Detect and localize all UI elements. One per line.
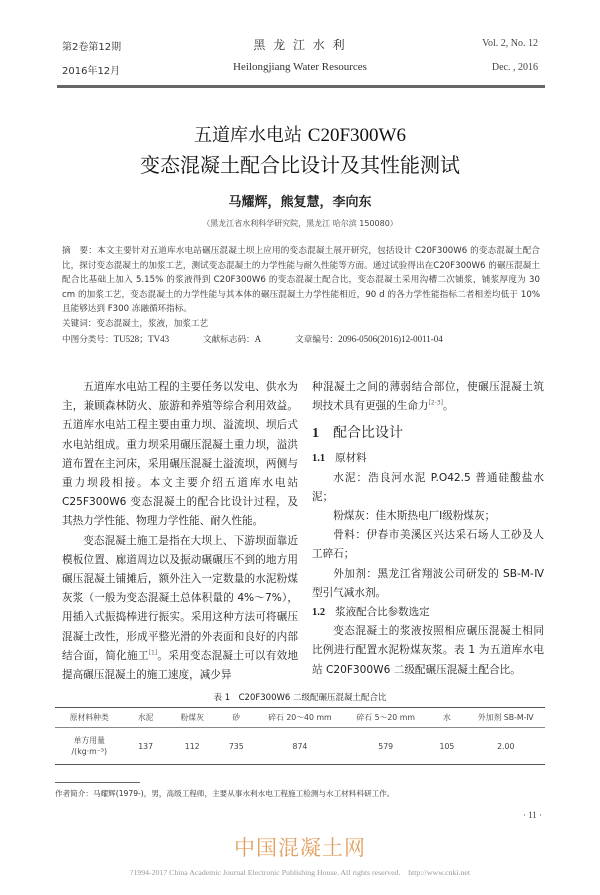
subsection-1-1-heading xyxy=(312,449,544,468)
table-cell: 874 xyxy=(256,728,344,765)
table-header-cell: 原材料种类 xyxy=(55,708,124,728)
material-admixture: 外加剂：黑龙江省翔波公司研发的 SB-M-Ⅳ 型引气减水剂。 xyxy=(312,567,544,599)
material-cement: 水泥：浩良河水泥 P.O42.5 普通硅酸盐水泥； xyxy=(312,471,544,503)
intro-paragraph-2-end: 。采用变态混凝土可以有效地提高碾压混凝土的施工速度，减少异 xyxy=(62,649,299,682)
table-cell: 735 xyxy=(217,728,256,765)
keywords: 关键词：变态混凝土，浆液，加浆工艺 xyxy=(62,318,209,329)
table-header-cell: 碎石 5～20 mm xyxy=(344,708,427,728)
slurry-paragraph: 变态混凝土的浆液按照相应碾压混凝土相同比例进行配置水泥粉煤灰浆。表 1 为五道库水电站 C20F300W6 二级配碾压混凝土配合比。 xyxy=(312,625,544,676)
intro-paragraph-2-text: 变态混凝土施工是指在大坝上、下游坝面靠近模板位置、廊道周边以及振动碾碾压不到的地方用碾压混凝土铺摊后，额外注入一定数量的水泥粉煤灰浆（一般为变态混凝土总体积量的 4%～7%），用插入式振捣棒进行振实。采用这种方法可将碾压混凝土改性，形成平整光滑的外表面和良好的内部结合面，简化施工 xyxy=(62,534,298,662)
intro-paragraph-2 xyxy=(62,532,298,686)
abstract-line-1: 摘 要：本文主要针对五道库水电站碾压混凝土坝上应用的变态混凝土展开研究，包括设计 C20F300W6 的变态 xyxy=(62,246,497,256)
volume-issue-en: Vol. 2, No. 12 xyxy=(482,38,538,49)
citation-2-3[interactable]: [2-3] xyxy=(428,399,444,407)
table-row xyxy=(55,728,545,765)
article-no-value: 2096-0506(2016)12-0011-04 xyxy=(338,334,443,344)
subsection-1-2-number: 1.2 xyxy=(312,607,326,619)
volume-issue-cn: 第2卷第12期 xyxy=(62,42,122,53)
section-1-number: 1 xyxy=(312,426,319,442)
citation-1[interactable]: [1] xyxy=(148,649,158,657)
row-label-line1: 单方用量 xyxy=(73,736,105,745)
continued-text: 种混凝土之间的薄弱结合部位，使碾压混凝土筑坝技术具有更强的生命力 xyxy=(312,381,544,413)
row-label-line2: /(kg·m⁻³) xyxy=(71,747,108,756)
material-flyash: 粉煤灰：佳木斯热电厂Ⅰ级粉煤灰； xyxy=(333,510,496,523)
mix-proportion-table xyxy=(55,707,545,765)
date-cn: 2016年12月 xyxy=(62,66,121,77)
doc-code-label: 文献标志码： xyxy=(203,335,255,345)
affiliation: （黑龙江省水利科学研究院，黑龙江 哈尔滨 150080） xyxy=(202,219,398,228)
author-footnote: 作者简介：马耀辉(1979-)，男，高级工程师，主要从事水利水电工程施工检测与水工材料科研工作。 xyxy=(55,789,395,798)
table-caption: 表 1 C20F300W6 二级配碾压混凝土配合比 xyxy=(213,693,387,703)
table-header-cell: 水泥 xyxy=(124,708,168,728)
page-number: · 11 · xyxy=(522,810,542,820)
subsection-1-1-number: 1.1 xyxy=(312,453,326,465)
journal-title-cn: 黑 龙 江 水 利 xyxy=(253,38,347,52)
continued-paragraph xyxy=(312,378,544,416)
doc-code-value: A xyxy=(254,334,262,344)
title-text: 五道库水电站 xyxy=(194,125,303,146)
subsection-1-2-title: 浆液配合比参数选定 xyxy=(335,606,430,619)
title-code: C20F300W6 xyxy=(307,125,406,146)
table-cell: 137 xyxy=(124,728,168,765)
abstract-line-2: 混凝土配合比，探讨变态混凝土的加浆工艺，测试变态混凝土的力学性能与耐久性能等方面。通过试验得出在 xyxy=(62,246,540,271)
table-cell: 579 xyxy=(344,728,427,765)
abstract-line-5: 90 d 的各力学性能指标二者相差均低于 10% 且能够达到 F300 冻融循环指标。 xyxy=(62,289,540,314)
clc-value: TU528；TV43 xyxy=(113,334,170,344)
abstract-block xyxy=(62,244,540,348)
table-header-row xyxy=(55,708,545,728)
table-header-cell: 碎石 20～40 mm xyxy=(256,708,344,728)
body-right-column xyxy=(312,378,544,680)
table-header-cell: 粉煤灰 xyxy=(168,708,217,728)
intro-paragraph-1: 五道库水电站工程的主要任务以发电、供水为主，兼顾森林防火、旅游和养殖等综合利用效益。五道库水电站工程主要由重力坝、溢流坝、坝后式水电站组成。重力坝采用碾压混凝土重力坝，溢洪道布置在主河床，采用碾压混凝土溢流坝，两侧与重力坝段相接。本文主要介绍五道库水电站 C25F300W6 变态混凝土的配合比设计过程，及其热力学性能、物理力学性能、耐久性能。 xyxy=(62,381,298,528)
table-cell: 2.00 xyxy=(467,728,545,765)
watermark-logo: 中国混凝土网 xyxy=(234,836,366,860)
date-en: Dec. , 2016 xyxy=(491,62,538,73)
continued-end: 。 xyxy=(443,400,454,413)
body-left-column xyxy=(62,378,298,685)
table-header-cell: 砂 xyxy=(217,708,256,728)
section-1-title: 配合比设计 xyxy=(333,425,403,442)
table-header-cell: 水 xyxy=(427,708,466,728)
abstract-text xyxy=(62,244,540,317)
table-cell: 105 xyxy=(427,728,466,765)
article-title-line2: 变态混凝土配合比设计及其性能测试 xyxy=(140,153,460,177)
subsection-1-1-title: 原材料 xyxy=(335,452,367,465)
journal-title-en: Heilongjiang Water Resources xyxy=(233,61,367,73)
material-aggregate: 骨料：伊春市美溪区兴达采石场人工砂及人工碎石； xyxy=(312,529,544,561)
copyright-notice: ?1994-2017 China Academic Journal Electronic Publishing House. All rights reserved. http://www.cnki.net xyxy=(129,868,471,877)
clc-label: 中图分类号： xyxy=(62,335,114,345)
table-cell: 112 xyxy=(168,728,217,765)
subsection-1-2-heading xyxy=(312,603,544,622)
section-1-heading xyxy=(312,422,544,445)
article-no-label: 文章编号： xyxy=(295,335,339,345)
header-rule xyxy=(57,85,545,88)
table-header-cell: 外加剂 SB-M-Ⅳ xyxy=(467,708,545,728)
abstract-line-4: 用沟槽二次铺浆，铺浆厚度为 30 cm 的加浆工艺，变态混凝土的力学性能与其本体的碾压混凝土力学性能相近， xyxy=(62,275,540,300)
abstract-line-3: C20F300W6 的碾压混凝土配合比基础上加入 5.15% 的浆液得到 C20F300W6 的变态混凝土配合比，变态混凝土采 xyxy=(62,260,540,285)
article-title-line1 xyxy=(0,124,600,148)
authors: 马耀辉，熊复慧，李向东 xyxy=(228,195,372,210)
classification-row xyxy=(62,332,540,348)
row-label xyxy=(55,728,124,765)
footnote-rule xyxy=(55,782,140,783)
